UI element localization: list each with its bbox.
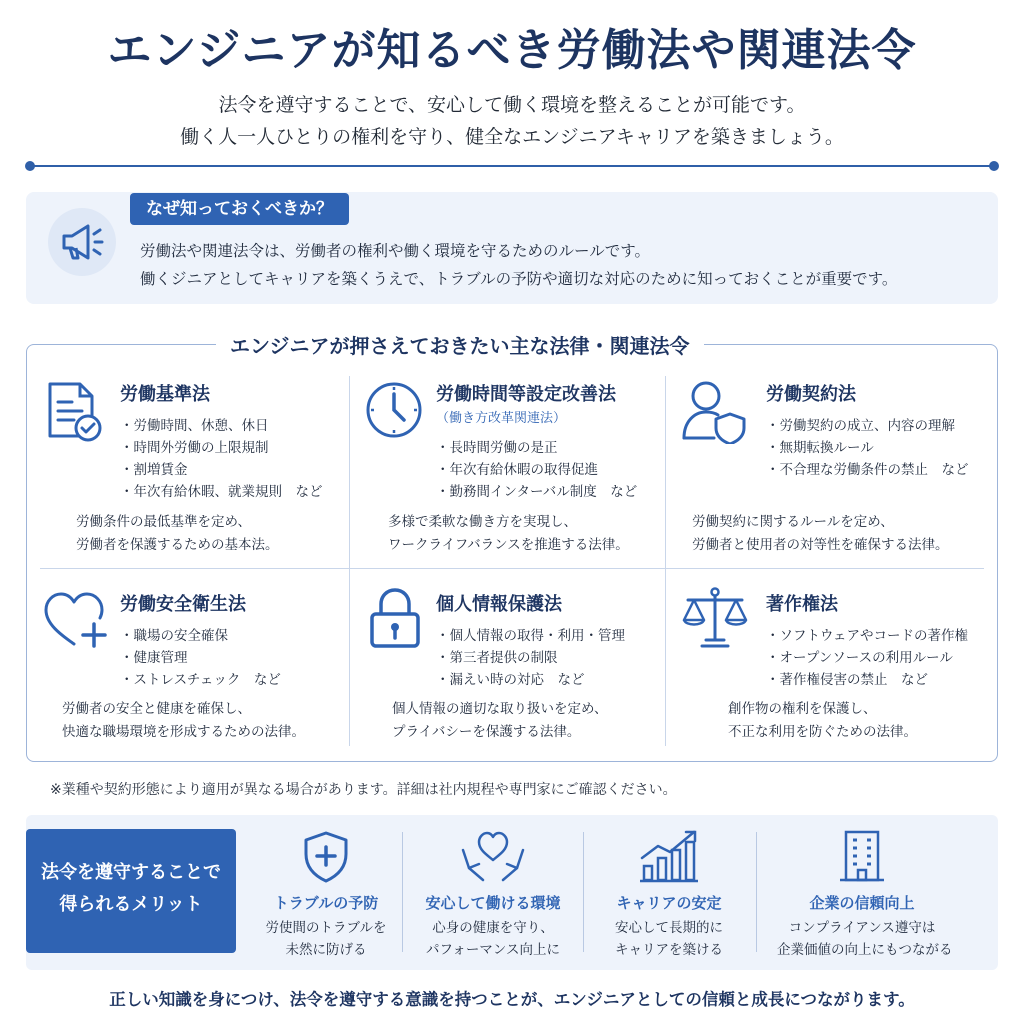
- law-description-line: 多様で柔軟な働き方を実現し、: [388, 514, 577, 530]
- why-text-line-2: 働くジニアとしてキャリアを築くうえで、トラブルの予防や適切な対応のために知っておくことが重要です。: [140, 270, 898, 288]
- merit-description: [584, 917, 754, 961]
- law-name: 著作権法: [766, 594, 838, 615]
- law-point: ・時間外労働の上限規制: [120, 440, 269, 456]
- divider-dot-left: [25, 161, 35, 171]
- merit-description-line: 労使間のトラブルを: [265, 920, 387, 936]
- law-points: [766, 415, 969, 481]
- merit-item: [408, 828, 578, 961]
- law-points: [120, 625, 281, 691]
- law-description: [392, 698, 607, 744]
- law-point: ・不合理な労働条件の禁止 など: [766, 462, 969, 478]
- merit-description: [408, 917, 578, 961]
- law-description-line: 個人情報の適切な取り扱いを定め、: [392, 701, 608, 717]
- merit-description-line: 安心して長期的に: [615, 920, 723, 936]
- laws-divider-h: [40, 568, 984, 569]
- law-points: [436, 437, 637, 503]
- laws-divider-v1: [349, 376, 350, 746]
- megaphone-icon: [48, 208, 116, 276]
- law-description-line: 労働者と使用者の対等性を確保する法律。: [692, 537, 949, 553]
- merit-title: 企業の信頼向上: [809, 894, 915, 912]
- law-point: ・労働時間、休憩、休日: [120, 418, 269, 434]
- law-description-line: 労働条件の最低基準を定め、: [76, 514, 251, 530]
- merit-description-line: コンプライアンス遵守は: [788, 920, 936, 936]
- law-point: ・年次有給休暇の取得促進: [436, 462, 598, 478]
- document-check-icon: [44, 380, 104, 448]
- law-description: [728, 698, 917, 744]
- merit-description-line: 心身の健康を守り、: [432, 920, 554, 936]
- law-name: 個人情報保護法: [436, 594, 562, 615]
- merit-divider: [756, 832, 757, 952]
- law-name: 労働時間等設定改善法: [436, 384, 616, 405]
- law-description: [388, 511, 629, 557]
- merit-description-line: 未然に防げる: [285, 942, 367, 958]
- merit-item: [777, 828, 953, 961]
- merits-label-line: 法令を遵守することで: [41, 862, 221, 883]
- law-point: ・年次有給休暇、就業規則 など: [120, 484, 323, 500]
- heart-plus-icon: [42, 590, 110, 654]
- divider-dot-right: [989, 161, 999, 171]
- clock-icon: [364, 380, 424, 444]
- law-point: ・ソフトウェアやコードの著作権: [766, 628, 968, 644]
- law-point: ・健康管理: [120, 650, 188, 666]
- law-points: [120, 415, 323, 503]
- subtitle-line-2: 働く人一人ひとりの権利を守り、健全なエンジニアキャリアを築きましょう。: [180, 126, 844, 148]
- law-point: ・割増賃金: [120, 462, 188, 478]
- page-title: エンジニアが知るべき労働法や関連法令: [107, 25, 917, 76]
- building-icon: [777, 828, 947, 884]
- law-name: 労働安全衛生法: [120, 594, 246, 615]
- law-note: （働き方改革関連法）: [436, 411, 567, 426]
- laws-divider-v2: [665, 376, 666, 746]
- law-description-line: プライバシーを保護する法律。: [392, 724, 581, 740]
- law-description: [76, 511, 279, 557]
- header-divider: [30, 165, 994, 167]
- scales-icon: [680, 586, 750, 654]
- law-name: 労働契約法: [766, 384, 856, 405]
- law-point: ・勤務間インターバル制度 など: [436, 484, 638, 500]
- merit-item: [241, 828, 411, 961]
- merit-description-line: パフォーマンス向上に: [426, 942, 560, 958]
- laws-heading: エンジニアが押さえておきたい主な法律・関連法令: [216, 330, 704, 359]
- why-heading-tag: なぜ知っておくべきか？: [130, 193, 349, 225]
- law-description-line: 不正な利用を防ぐための法律。: [728, 724, 917, 740]
- law-description: [692, 511, 949, 557]
- shield-plus-icon: [241, 828, 411, 884]
- growth-chart-icon: [584, 828, 754, 884]
- law-point: ・個人情報の取得・利用・管理: [436, 628, 625, 644]
- merit-description: [241, 917, 411, 961]
- law-description-line: ワークライフバランスを推進する法律。: [388, 537, 629, 553]
- subtitle-line-1: 法令を遵守することで、安心して働く環境を整えることが可能です。: [218, 94, 806, 116]
- heart-hands-icon: [408, 828, 578, 884]
- merit-description-line: 企業価値の向上にもつながる: [777, 942, 953, 958]
- law-point: ・長時間労働の是正: [436, 440, 558, 456]
- law-description-line: 快適な職場環境を形成するための法律。: [62, 724, 305, 740]
- law-point: ・ストレスチェック など: [120, 672, 281, 688]
- law-point: ・第三者提供の制限: [436, 650, 558, 666]
- merit-item: [584, 828, 754, 961]
- law-point: ・無期転換ルール: [766, 440, 874, 456]
- merits-label: [26, 829, 236, 953]
- law-description-line: 労働契約に関するルールを定め、: [692, 514, 894, 530]
- footnote: ※業種や契約形態により適用が異なる場合があります。詳細は社内規程や専門家にご確認ください。: [50, 782, 677, 798]
- law-point: ・漏えい時の対応 など: [436, 672, 585, 688]
- merit-title: トラブルの予防: [273, 894, 379, 912]
- law-description-line: 創作物の権利を保護し、: [728, 701, 877, 717]
- law-description-line: 労働者の安全と健康を確保し、: [62, 701, 251, 717]
- law-description-line: 労働者を保護するための基本法。: [76, 537, 279, 553]
- user-shield-icon: [680, 378, 748, 448]
- merit-title: 安心して働ける環境: [425, 894, 561, 912]
- closing-message: 正しい知識を身につけ、法令を遵守する意識を持つことが、エンジニアとしての信頼と成長につながります。: [109, 990, 915, 1009]
- merit-description-line: キャリアを築ける: [615, 942, 723, 958]
- merit-description: [777, 917, 953, 961]
- law-point: ・著作権侵害の禁止 など: [766, 672, 928, 688]
- law-point: ・オープンソースの利用ルール: [766, 650, 953, 666]
- law-points: [436, 625, 625, 691]
- merits-label-line: 得られるメリット: [59, 894, 203, 915]
- law-points: [766, 625, 968, 691]
- padlock-icon: [368, 586, 422, 654]
- law-name: 労働基準法: [120, 384, 210, 405]
- merit-title: キャリアの安定: [616, 894, 722, 912]
- law-point: ・労働契約の成立、内容の理解: [766, 418, 955, 434]
- why-text-line-1: 労働法や関連法令は、労働者の権利や働く環境を守るためのルールです。: [140, 242, 650, 260]
- law-point: ・職場の安全確保: [120, 628, 228, 644]
- law-description: [62, 698, 305, 744]
